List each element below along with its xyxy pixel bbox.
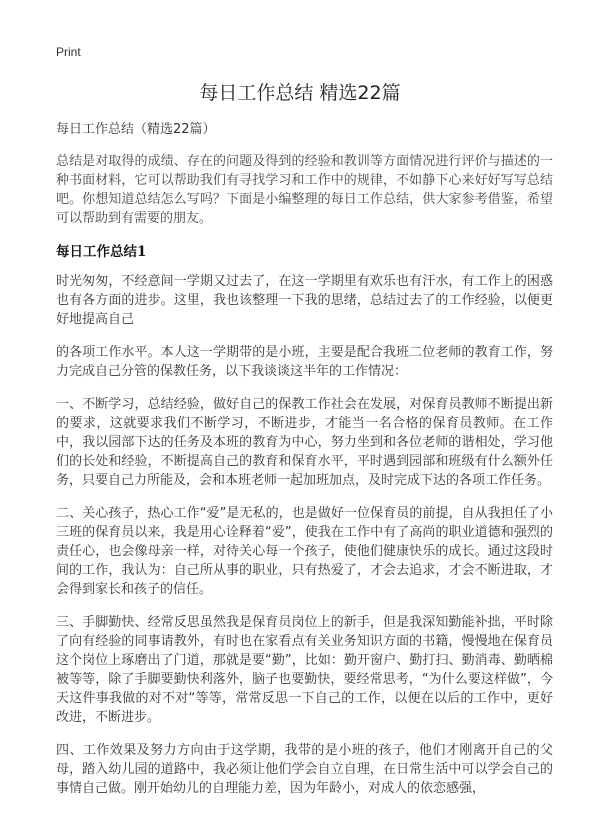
body-paragraph: 时光匆匆，不经意间一学期又过去了，在这一学期里有欢乐也有汗水，有工作上的困惑也有各方面的进步。这里，我也该整理一下我的思绪，总结过去了的工作经验，以便更好地提高自己 bbox=[56, 274, 553, 327]
page-title: 每日工作总结 精选22篇 bbox=[199, 82, 401, 104]
body-paragraph: 一、不断学习，总结经验，做好自己的保教工作社会在发展，对保育员教师不断提出新的要求，这就要求我们不断学习，不断进步，才能当一名合格的保育员教师。在工作中，我以园部下达的任务及本班的教育为中心，努力坐到和各位老师的谐相处，学习他们的长处和经验，不断提高自己的教育和保育水平，平时遇到园部和班级有什么额外任务，只要自己力所能及，会和本班老师一起加班加点，及时完成下达的各项工作任务。 bbox=[56, 397, 553, 488]
body-paragraph: 四、工作效果及努力方向由于这学期，我带的是小班的孩子，他们才刚离开自己的父母，踏入幼儿园的道路中，我必须让他们学会自立自理，在日常生活中可以学会自己的事情自己做。刚开始幼儿的自理能力差，因为年龄小，对成人的依恋感强， bbox=[56, 743, 553, 796]
section-heading: 每日工作总结1 bbox=[56, 244, 147, 260]
print-label[interactable]: Print bbox=[56, 45, 81, 59]
article-body bbox=[56, 120, 553, 812]
intro-paragraph: 总结是对取得的成绩、存在的问题及得到的经验和教训等方面情况进行评价与描述的一种书面材料，它可以帮助我们有寻找学习和工作中的规律，不如静下心来好好写写总结吧。你想知道总结怎么写吗？下面是小编整理的每日工作总结，供大家参考借鉴，希望可以帮助到有需要的朋友。 bbox=[56, 154, 553, 226]
body-paragraph: 三、手脚勤快、经常反思虽然我是保育员岗位上的新手，但是我深知勤能补拙，平时除了向有经验的同事请教外，有时也在家看点有关业务知识方面的书籍，慢慢地在保育员这个岗位上琢磨出了门道，那就是要“勤”，比如：勤开窗户、勤打扫、勤消毒、勤晒棉被等等，除了手脚要勤快利落外，脑子也要勤快，要经常思考，“为什么要这样做”，今天这件事我做的对不对“等等，常常反思一下自己的工作，以便在以后的工作中，更好改进，不断进步。 bbox=[56, 615, 553, 725]
body-paragraph: 的各项工作水平。本人这一学期带的是小班，主要是配合我班二位老师的教育工作，努力完成自己分管的保教任务，以下我谈谈这半年的工作情况： bbox=[56, 345, 553, 379]
body-paragraph: 二、关心孩子，热心工作“爱”是无私的，也是做好一位保育员的前提，自从我担任了小三班的保育员以来，我是用心诠释着“爱”，使我在工作中有了高尚的职业道德和强烈的责任心，也会像母亲一样，对待关心每一个孩子，使他们健康快乐的成长。通过这段时间的工作，我认为：自己所从事的职业，只有热爱了，才会去追求，才会不断进取，才会得到家长和孩子的信任。 bbox=[56, 506, 553, 597]
article-subtitle: 每日工作总结（精选22篇） bbox=[56, 122, 216, 137]
